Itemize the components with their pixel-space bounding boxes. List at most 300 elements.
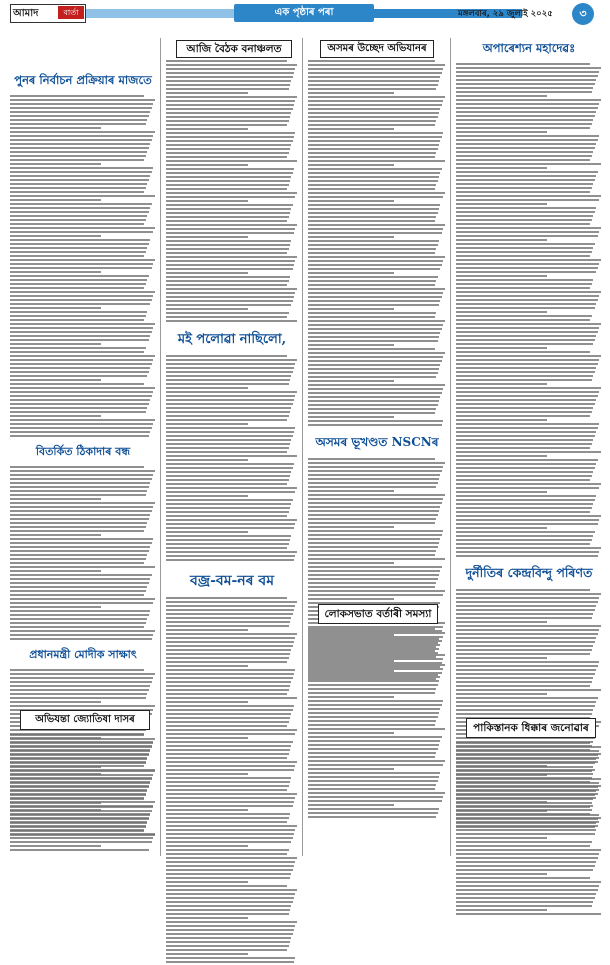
text-line	[308, 478, 439, 480]
text-line	[456, 845, 590, 847]
text-line	[308, 420, 443, 422]
text-line	[456, 841, 592, 843]
text-line	[456, 661, 599, 663]
text-line	[166, 68, 295, 70]
text-line	[456, 271, 596, 273]
text-line	[456, 275, 547, 277]
text-line	[456, 837, 547, 839]
text-line	[456, 515, 601, 517]
text-line	[10, 685, 150, 687]
text-line	[166, 148, 290, 150]
text-line	[308, 724, 435, 726]
text-line	[308, 108, 440, 110]
text-line	[166, 913, 289, 915]
text-line	[10, 99, 155, 101]
text-line	[456, 251, 592, 253]
text-line	[456, 653, 590, 655]
text-line	[308, 740, 440, 742]
text-line	[308, 522, 435, 524]
text-line	[10, 701, 101, 703]
text-line	[166, 665, 248, 667]
text-line	[308, 408, 436, 410]
text-line	[166, 236, 248, 238]
text-line	[308, 736, 442, 738]
text-line	[456, 307, 595, 309]
text-line	[166, 387, 248, 389]
text-line	[308, 252, 435, 254]
text-line	[308, 284, 435, 286]
text-line	[308, 728, 445, 730]
text-line	[308, 474, 440, 476]
text-line	[10, 494, 146, 496]
text-line	[10, 375, 147, 377]
text-line	[308, 776, 439, 778]
text-line	[308, 176, 439, 178]
text-line	[166, 132, 295, 134]
text-line	[166, 543, 289, 545]
text-line	[456, 786, 598, 788]
text-line	[308, 224, 445, 226]
text-line	[10, 806, 153, 808]
text-line	[456, 363, 598, 365]
text-line	[308, 332, 440, 334]
text-line	[166, 773, 248, 775]
text-line	[456, 794, 595, 796]
text-line	[10, 251, 146, 253]
issue-date: মঙ্গলবাৰ, ২৯ জুলাই ২০২৫	[458, 9, 553, 19]
text-line	[308, 586, 435, 588]
text-line	[456, 327, 599, 329]
text-line	[166, 176, 291, 178]
article-headline-box: অভিযন্তা জ্যোতিষা দাসৰ	[20, 710, 150, 730]
text-line	[166, 845, 248, 847]
text-line	[456, 778, 601, 780]
text-line	[456, 123, 592, 125]
text-line	[456, 375, 593, 377]
text-line	[308, 594, 443, 596]
text-line	[456, 255, 590, 257]
text-line	[308, 272, 394, 274]
text-line	[10, 335, 150, 337]
text-line	[308, 68, 443, 70]
text-line	[10, 135, 153, 137]
text-line	[166, 649, 291, 651]
text-line	[166, 633, 297, 635]
text-line	[308, 720, 436, 722]
text-line	[166, 637, 295, 639]
text-line	[10, 786, 149, 788]
text-line	[166, 104, 294, 106]
article-headline: অসমৰ ভূখণ্ডত NSCNৰ	[315, 435, 439, 449]
text-line	[10, 423, 153, 425]
text-line	[308, 296, 442, 298]
text-line	[10, 407, 147, 409]
text-line	[10, 762, 146, 764]
text-line	[456, 299, 598, 301]
text-line	[308, 780, 438, 782]
text-line	[308, 514, 438, 516]
text-line	[308, 132, 443, 134]
text-line	[308, 526, 394, 528]
text-line	[456, 909, 547, 911]
text-line	[308, 112, 439, 114]
text-line	[10, 681, 152, 683]
text-line	[308, 380, 394, 382]
article-body	[308, 628, 446, 820]
text-line	[308, 376, 436, 378]
text-line	[456, 319, 590, 321]
text-line	[10, 307, 101, 309]
text-line	[456, 826, 595, 828]
text-line	[456, 539, 592, 541]
text-line	[308, 664, 445, 666]
text-line	[456, 151, 593, 153]
text-line	[308, 96, 445, 98]
text-line	[308, 470, 442, 472]
text-line	[308, 260, 443, 262]
text-line	[166, 363, 295, 365]
text-line	[166, 515, 287, 517]
text-line	[10, 618, 147, 620]
text-line	[456, 383, 547, 385]
text-line	[308, 590, 445, 592]
text-line	[456, 746, 601, 748]
text-line	[308, 652, 438, 654]
text-line	[166, 645, 293, 647]
text-line	[456, 167, 547, 169]
text-line	[10, 798, 144, 800]
text-line	[456, 499, 595, 501]
text-line	[308, 458, 435, 460]
text-line	[166, 885, 287, 887]
text-line	[10, 187, 146, 189]
text-line	[308, 352, 445, 354]
text-line	[308, 562, 394, 564]
text-line	[166, 475, 290, 477]
text-line	[308, 800, 442, 802]
text-line	[166, 705, 294, 707]
text-line	[308, 518, 436, 520]
text-line	[10, 669, 144, 671]
text-line	[456, 371, 595, 373]
text-line	[10, 506, 153, 508]
text-line	[166, 399, 294, 401]
text-line	[166, 945, 289, 947]
text-line	[166, 685, 290, 687]
text-line	[10, 207, 150, 209]
text-line	[308, 808, 439, 810]
text-line	[166, 673, 294, 675]
text-line	[308, 264, 442, 266]
text-line	[456, 79, 596, 81]
text-line	[308, 320, 445, 322]
text-line	[166, 443, 290, 445]
text-line	[166, 857, 297, 859]
text-line	[166, 957, 295, 959]
text-line	[456, 95, 547, 97]
text-line	[10, 590, 146, 592]
text-line	[10, 614, 149, 616]
text-line	[456, 283, 592, 285]
text-line	[456, 199, 599, 201]
text-line	[10, 155, 146, 157]
text-line	[456, 311, 547, 313]
text-line	[456, 705, 595, 707]
text-line	[308, 180, 438, 182]
text-line	[308, 192, 445, 194]
text-line	[308, 748, 438, 750]
text-line	[10, 734, 144, 736]
text-line	[456, 701, 596, 703]
text-line	[456, 179, 595, 181]
text-line	[10, 474, 153, 476]
text-line	[166, 953, 248, 955]
text-line	[10, 383, 144, 385]
text-line	[10, 119, 147, 121]
text-line	[456, 637, 596, 639]
text-line	[10, 522, 147, 524]
text-line	[456, 673, 595, 675]
text-line	[10, 542, 152, 544]
text-line	[10, 574, 152, 576]
text-line	[166, 487, 297, 489]
text-line	[10, 550, 149, 552]
text-line	[456, 191, 590, 193]
text-line	[308, 144, 439, 146]
text-line	[308, 672, 442, 674]
text-line	[308, 256, 445, 258]
text-line	[308, 200, 394, 202]
text-line	[10, 742, 153, 744]
text-line	[308, 140, 440, 142]
text-line	[10, 339, 149, 341]
text-line	[456, 849, 601, 851]
text-line	[456, 713, 592, 715]
text-line	[10, 754, 149, 756]
text-line	[456, 742, 590, 744]
text-line	[308, 396, 440, 398]
text-line	[10, 510, 152, 512]
article-body	[456, 742, 602, 830]
text-line	[456, 135, 599, 137]
text-line	[10, 810, 152, 812]
text-line	[166, 212, 290, 214]
text-line	[456, 267, 598, 269]
text-line	[308, 752, 436, 754]
text-line	[456, 881, 601, 883]
text-line	[456, 263, 599, 265]
column-3	[308, 32, 446, 682]
text-line	[166, 188, 287, 190]
text-line	[10, 387, 155, 389]
text-line	[166, 355, 287, 357]
text-line	[10, 131, 155, 133]
text-line	[10, 570, 101, 572]
text-line	[10, 782, 150, 784]
text-line	[166, 204, 293, 206]
text-line	[308, 188, 435, 190]
text-line	[166, 136, 294, 138]
text-line	[10, 518, 149, 520]
text-line	[456, 810, 547, 812]
text-line	[10, 235, 101, 237]
text-line	[10, 347, 146, 349]
text-line	[166, 375, 291, 377]
text-line	[166, 168, 294, 170]
text-line	[10, 127, 101, 129]
article-body	[456, 63, 602, 557]
text-line	[166, 669, 295, 671]
text-line	[10, 379, 101, 381]
text-line	[308, 304, 439, 306]
text-line	[456, 625, 601, 627]
text-line	[166, 681, 291, 683]
text-line	[308, 76, 440, 78]
text-line	[456, 279, 593, 281]
text-line	[166, 304, 291, 306]
text-line	[166, 519, 297, 521]
text-line	[10, 311, 147, 313]
text-line	[308, 164, 394, 166]
text-line	[166, 463, 294, 465]
article-body	[308, 60, 446, 426]
text-line	[456, 83, 595, 85]
text-line	[10, 697, 146, 699]
text-line	[10, 689, 149, 691]
text-line	[10, 849, 149, 851]
text-line	[308, 120, 436, 122]
text-line	[456, 693, 547, 695]
text-line	[166, 312, 289, 314]
text-line	[10, 143, 150, 145]
text-line	[166, 264, 294, 266]
text-line	[456, 814, 599, 816]
text-line	[308, 368, 439, 370]
text-line	[10, 705, 155, 707]
text-line	[166, 621, 290, 623]
text-line	[10, 199, 101, 201]
text-line	[456, 709, 593, 711]
text-line	[308, 128, 394, 130]
article-body	[10, 734, 156, 838]
text-line	[456, 387, 601, 389]
text-line	[308, 680, 439, 682]
text-line	[456, 207, 596, 209]
text-line	[308, 340, 438, 342]
text-line	[10, 677, 153, 679]
text-line	[308, 292, 443, 294]
text-line	[308, 692, 435, 694]
text-line	[308, 574, 439, 576]
text-line	[308, 268, 440, 270]
text-line	[166, 84, 290, 86]
text-line	[10, 95, 144, 97]
text-line	[166, 300, 293, 302]
article-body	[10, 466, 156, 640]
text-line	[308, 466, 443, 468]
text-line	[456, 103, 599, 105]
text-line	[456, 905, 592, 907]
text-line	[10, 363, 152, 365]
text-line	[166, 881, 248, 883]
text-line	[308, 196, 443, 198]
text-line	[308, 772, 440, 774]
text-line	[308, 104, 442, 106]
text-line	[456, 87, 593, 89]
text-line	[10, 530, 144, 532]
text-line	[10, 602, 153, 604]
text-line	[166, 184, 289, 186]
text-line	[456, 223, 590, 225]
text-line	[10, 750, 150, 752]
text-line	[456, 589, 590, 591]
text-line	[166, 511, 289, 513]
text-line	[166, 359, 297, 361]
text-line	[456, 822, 596, 824]
text-line	[166, 152, 289, 154]
text-line	[308, 84, 438, 86]
text-line	[308, 220, 435, 222]
text-line	[456, 475, 592, 477]
text-line	[10, 514, 150, 516]
text-line	[308, 288, 445, 290]
text-line	[166, 391, 297, 393]
text-line	[308, 632, 445, 634]
text-line	[166, 232, 294, 234]
text-line	[10, 427, 152, 429]
text-line	[10, 231, 153, 233]
text-line	[10, 435, 149, 437]
text-line	[166, 224, 297, 226]
text-line	[166, 64, 297, 66]
text-line	[10, 598, 155, 600]
text-line	[456, 782, 599, 784]
text-line	[10, 830, 144, 832]
text-line	[166, 539, 290, 541]
text-line	[10, 466, 144, 468]
text-line	[456, 507, 592, 509]
text-line	[166, 797, 295, 799]
text-line	[308, 232, 442, 234]
text-line	[10, 534, 101, 536]
text-line	[10, 419, 155, 421]
text-line	[10, 538, 153, 540]
text-line	[10, 247, 147, 249]
text-line	[456, 291, 601, 293]
text-line	[166, 427, 295, 429]
text-line	[10, 578, 150, 580]
text-line	[166, 793, 297, 795]
text-line	[166, 547, 287, 549]
text-line	[308, 160, 445, 162]
text-line	[308, 570, 440, 572]
text-line	[166, 597, 287, 599]
text-line	[308, 530, 443, 532]
text-line	[456, 551, 599, 553]
text-line	[10, 498, 101, 500]
text-line	[10, 355, 155, 357]
text-line	[10, 395, 152, 397]
text-line	[166, 617, 291, 619]
text-line	[10, 778, 152, 780]
article-body	[10, 95, 156, 437]
text-line	[456, 818, 598, 820]
text-line	[308, 506, 440, 508]
text-line	[308, 212, 438, 214]
text-line	[456, 471, 593, 473]
text-line	[308, 566, 442, 568]
text-line	[456, 431, 596, 433]
